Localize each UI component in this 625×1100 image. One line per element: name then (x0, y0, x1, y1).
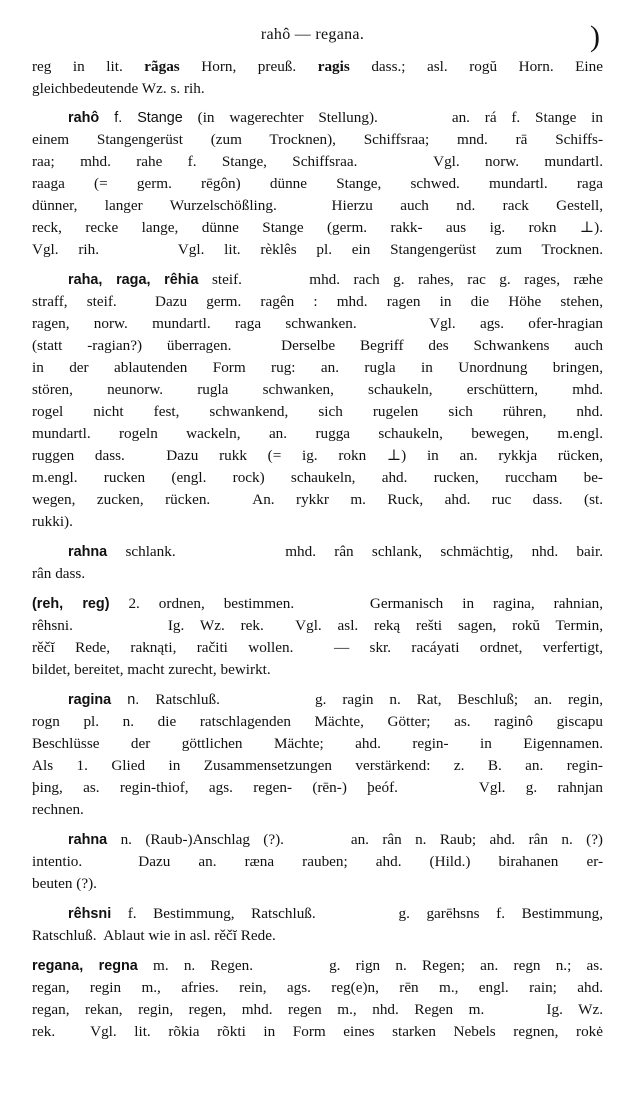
text-segment: f. (99, 110, 138, 126)
text-line (68, 541, 603, 563)
lemma: rêhsni (68, 906, 112, 922)
text-line (32, 379, 603, 401)
text-segment: bildet, bereitet, macht zurecht, bewirkt. (32, 661, 271, 678)
text-line (32, 563, 85, 585)
text-segment: gleichbedeutende Wz. s. rih. (32, 80, 205, 97)
lemma: ragina (68, 692, 112, 708)
text-segment: ruggen dass. Dazu rukk (= ig. rokn ⊥) in an. rykkja rücken, (32, 447, 603, 464)
text-segment: schlank. mhd. rân schlank, schmächtig, nhd. bair. (107, 543, 603, 560)
text-segment: straff, steif. Dazu germ. ragên : mhd. ragen in die Höhe stehen, (32, 293, 603, 310)
text-line (32, 755, 603, 777)
text-segment: regan, regin m., afries. rein, ags. reg(e)n, rēn m., engl. rain; ahd. (32, 979, 603, 996)
text-segment: in der ablautenden Form rug: an. rugla in Unordnung bringen, (32, 359, 603, 376)
text-segment: beuten (?). (32, 875, 97, 892)
page-header: rahô — regana. (260, 26, 365, 43)
text-segment: n. (111, 692, 156, 708)
text-segment: stören, neunorw. rugla schwanken, schaukeln, erschüttern, mhd. (32, 381, 603, 398)
text-segment: m. n. Regen. g. rign n. Regen; an. regn n.; as. (137, 957, 603, 974)
text-segment: rěčĭ Rede, raknąti, račiti wollen. — skr. racáyati ordnet, verfertigt, (32, 639, 603, 656)
text-segment: raaga (= germ. rēgôn) dünne Stange, schwed. mundartl. raga (32, 175, 603, 192)
text-segment: rãgas (144, 58, 180, 75)
text-segment: rogn pl. n. die ratschlagenden Mächte, Götter; as. raginô giscapu (32, 713, 603, 730)
text-line (32, 239, 603, 261)
text-segment: f. Bestimmung, Ratschluß. g. garēhsns f. Bestimmung, (111, 905, 603, 922)
text-line (32, 313, 603, 335)
text-segment: reg in lit. (32, 58, 145, 75)
text-segment: dünner, langer Wurzelschößling. Hierzu auch nd. rack Gestell, (32, 197, 603, 214)
text-line (68, 269, 603, 291)
text-line (68, 689, 603, 711)
text-line (32, 851, 603, 873)
text-segment: m.engl. rucken (engl. rock) schaukeln, ahd. rucken, ruccham be- (32, 469, 603, 486)
text-line (32, 195, 603, 217)
text-line (32, 291, 603, 313)
text-line (68, 829, 603, 851)
text-segment: Beschlüsse der göttlichen Mächte; ahd. regin- in Eigennamen. (32, 735, 603, 752)
text-line (32, 615, 603, 637)
text-line (32, 423, 603, 445)
text-segment: intentio. Dazu an. ræna rauben; ahd. (Hild.) birahanen er- (32, 853, 603, 870)
text-segment: rechnen. (32, 801, 84, 818)
text-line (32, 335, 603, 357)
text-segment: rân dass. (32, 565, 86, 582)
text-line (32, 977, 603, 999)
text-segment: rukki). (32, 513, 73, 530)
text-segment: (in wagerechter Stellung). an. rá f. Stange in (182, 109, 603, 126)
text-line (32, 489, 603, 511)
text-segment: Vgl. rih. Vgl. lit. rèklês pl. ein Stangengerüst zum Trocknen. (32, 241, 603, 258)
text-line (32, 1021, 603, 1043)
text-segment: Als 1. Glied in Zusammensetzungen verstärkend: z. B. an. regin- (32, 757, 603, 774)
text-segment: regan, rekan, regin, regen, mhd. regen m., nhd. Regen m. Ig. Wz. (32, 1001, 603, 1018)
text-line (32, 401, 603, 423)
lemma: rahô (68, 110, 100, 126)
text-segment: rêhsni. Ig. Wz. rek. Vgl. asl. reką rešti sagen, rokŭ Termin, (32, 617, 603, 634)
text-line (32, 511, 73, 533)
page-edge-mark: ) (590, 20, 600, 53)
text-line (32, 925, 276, 947)
text-segment: rogel nicht fest, schwankend, sich rugelen sich rühren, nhd. (32, 403, 603, 420)
text-line (32, 711, 603, 733)
text-line (32, 637, 603, 659)
text-line (32, 56, 603, 78)
text-segment: Stange (137, 110, 183, 126)
text-segment: ragen, norw. mundartl. raga schwanken. Vgl. ags. ofer-hragian (32, 315, 603, 332)
text-segment: n. (Raub-)Anschlag (?). an. rân n. Raub; ahd. rân n. (?) (107, 831, 603, 848)
text-segment: einem Stangengerüst (zum Trocknen), Schiffsraa; mnd. rā Schiffs- (32, 131, 603, 148)
text-line (32, 659, 271, 681)
text-line (32, 593, 603, 615)
text-line (32, 733, 603, 755)
text-segment: (statt -ragian?) überragen. Derselbe Begriff des Schwankens auch (32, 337, 603, 354)
text-line (32, 217, 603, 239)
text-segment: Horn, preuß. (179, 58, 318, 75)
text-segment: 2. ordnen, bestimmen. Germanisch in ragina, rahnian, (109, 595, 603, 612)
text-segment: Ratschluß. Ablaut wie in asl. rěčĭ Rede. (32, 927, 276, 944)
text-line (32, 467, 603, 489)
lemma: rahna (68, 832, 108, 848)
text-line (32, 129, 603, 151)
text-line (68, 107, 603, 129)
text-segment: Ratschluß. g. ragin n. Rat, Beschluß; an. regin, (155, 691, 603, 708)
text-line (68, 903, 603, 925)
text-line (32, 445, 603, 467)
lemma: rahna (68, 544, 108, 560)
text-line (32, 873, 97, 895)
text-line (32, 78, 205, 100)
lemma: raha, raga, rêhia (68, 272, 199, 288)
text-segment: dass.; asl. rogŭ Horn. Eine (349, 58, 603, 75)
text-segment: mundartl. rogeln wackeln, an. rugga schaukeln, bewegen, m.engl. (32, 425, 603, 442)
text-segment: steif. mhd. rach g. rahes, rac g. rages, ræhe (198, 271, 603, 288)
text-segment: ragis (317, 58, 350, 75)
text-line (32, 357, 603, 379)
text-line (32, 173, 603, 195)
text-segment: wegen, zucken, rücken. An. rykkr m. Ruck, ahd. ruc dass. (st. (32, 491, 603, 508)
text-line (32, 955, 603, 977)
text-segment: raa; mhd. rahe f. Stange, Schiffsraa. Vgl. norw. mundartl. (32, 153, 603, 170)
lemma: regana, regna (32, 958, 138, 974)
text-line (32, 999, 603, 1021)
text-line (32, 799, 84, 821)
text-line (32, 777, 603, 799)
text-segment: rek. Vgl. lit. rõkia rõkti in Form eines starken Nebels regnen, rokė (32, 1023, 603, 1040)
text-segment: þing, as. regin-thiof, ags. regen- (rēn-) þeóf. Vgl. g. rahnjan (32, 779, 603, 796)
text-segment: reck, recke lange, dünne Stange (germ. rakk- aus ig. rokn ⊥). (32, 219, 603, 236)
text-line (32, 151, 603, 173)
lemma: (reh, reg) (32, 596, 110, 612)
